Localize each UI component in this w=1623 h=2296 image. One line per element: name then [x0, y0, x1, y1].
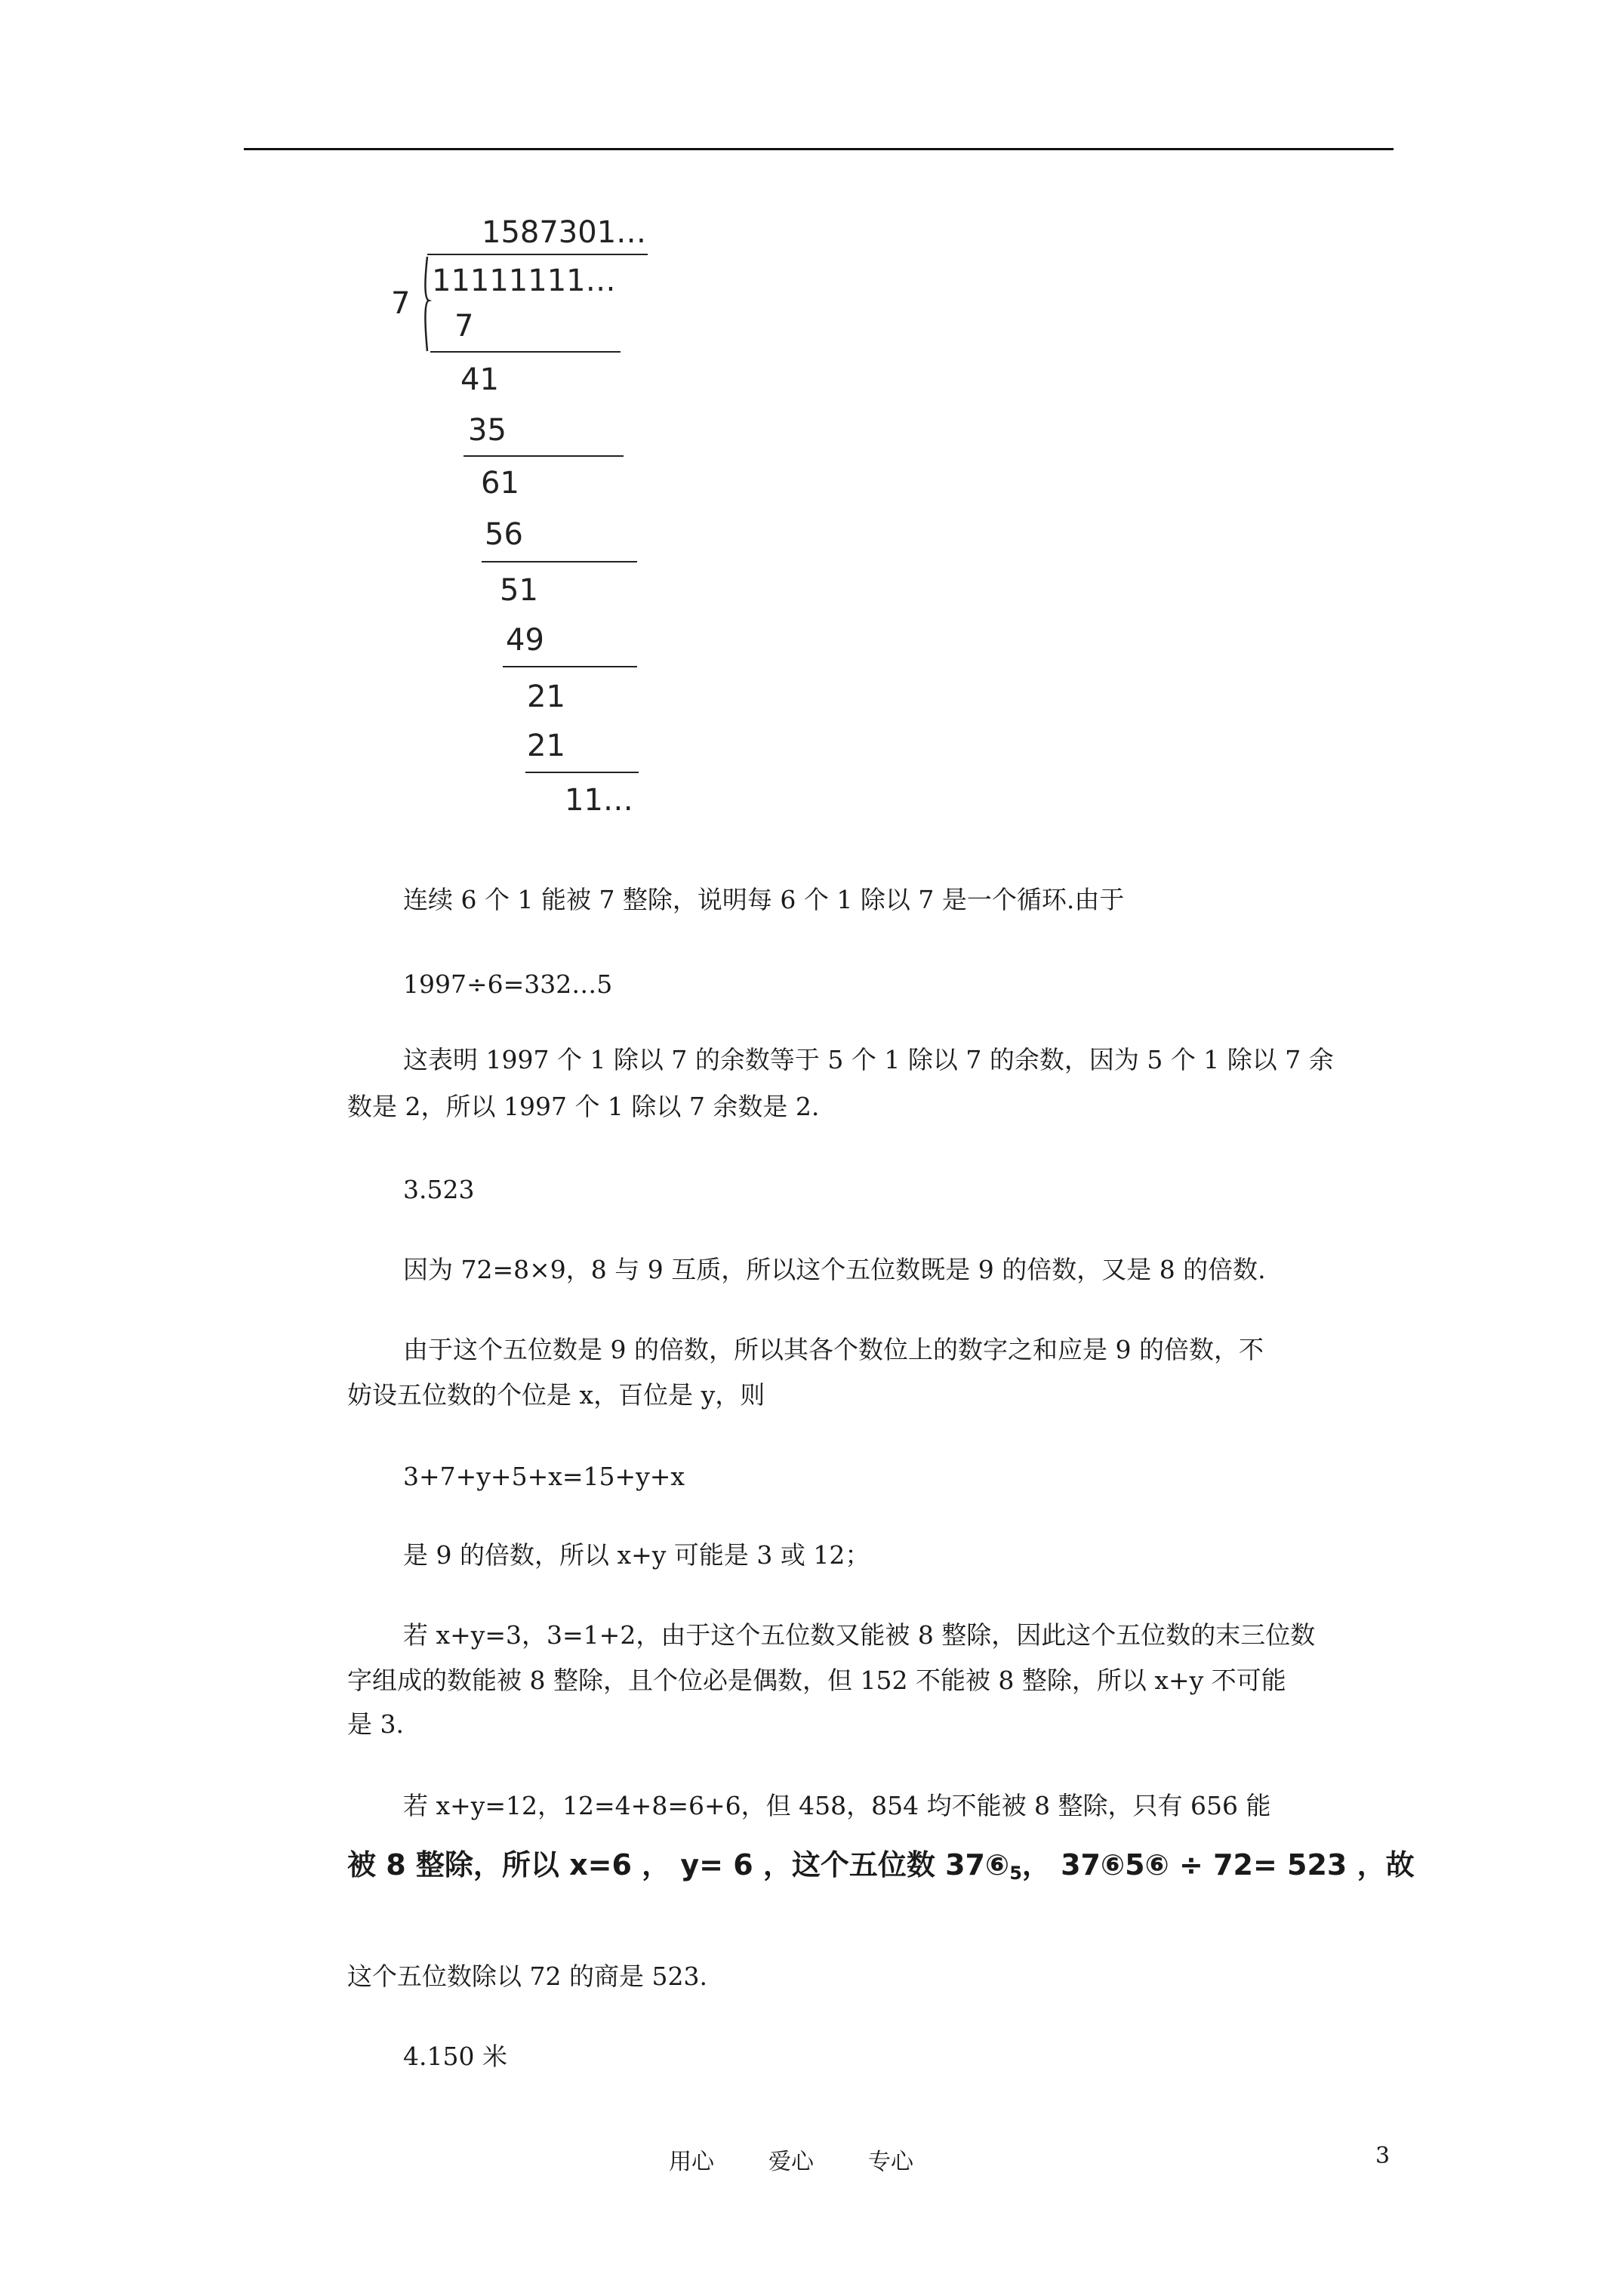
paragraph-8: 是 9 的倍数，所以 x+y 可能是 3 或 12；: [403, 1540, 870, 1570]
paragraph-10: 若 x+y=12，12=4+8=6+6，但 458，854 均不能被 8 整除，只有 656 能: [403, 1791, 1271, 1820]
division-step: 51: [500, 573, 538, 608]
paragraph-1: 连续 6 个 1 能被 7 整除，说明每 6 个 1 除以 7 是一个循环.由于: [403, 885, 1125, 914]
footer-motto-1: 用心: [669, 2149, 714, 2175]
paragraph-3-line-1: 这表明 1997 个 1 除以 7 的余数等于 5 个 1 除以 7 的余数，因为 5 个 1 除以 7 余: [403, 1045, 1334, 1074]
division-step: 21: [527, 729, 565, 763]
formula-1997-div-6: 1997÷6=332…5: [403, 969, 613, 999]
paragraph-9-line-2: 字组成的数能被 8 整除，且个位必是偶数，但 152 不能被 8 整除，所以 x+y 不可能: [347, 1666, 1286, 1695]
paragraph-11-image-line: [347, 1850, 1415, 1888]
footer-motto-2: 爱心: [768, 2149, 814, 2175]
division-line: [525, 772, 639, 773]
division-step: 11…: [565, 783, 633, 818]
division-line: [482, 561, 637, 562]
division-line: [463, 455, 624, 457]
division-step: 7: [454, 309, 474, 344]
division-step: 41: [460, 362, 499, 397]
division-quotient: 1587301…: [482, 215, 647, 250]
answer-3-label: 3.523: [403, 1175, 475, 1204]
paragraph-3-line-2: 数是 2，所以 1997 个 1 除以 7 余数是 2.: [347, 1092, 820, 1121]
answer-4-label: 4.150 米: [403, 2042, 507, 2071]
paragraph-11-subscript: 5: [1009, 1863, 1022, 1884]
footer-motto-3: 专心: [868, 2149, 913, 2175]
paragraph-6-line-1: 由于这个五位数是 9 的倍数，所以其各个数位上的数字之和应是 9 的倍数，不: [403, 1335, 1264, 1364]
division-step: 56: [485, 517, 523, 552]
division-step: 21: [527, 680, 565, 714]
formula-digit-sum: 3+7+y+5+x=15+y+x: [403, 1462, 685, 1491]
paragraph-5: 因为 72=8×9，8 与 9 互质，所以这个五位数既是 9 的倍数，又是 8 的倍数.: [403, 1255, 1266, 1284]
division-bracket: [425, 257, 429, 351]
header-rule: [244, 148, 1394, 150]
paragraph-11-part-2: ， 37⑥5⑥ ÷ 72= 523 ，故: [1021, 1848, 1415, 1881]
division-line: [503, 666, 637, 667]
division-line: [430, 351, 621, 353]
page-number: 3: [1375, 2143, 1390, 2169]
long-division-figure: [393, 204, 679, 823]
division-step: 61: [481, 466, 519, 501]
page-footer: [0, 2143, 1623, 2173]
paragraph-9-line-3: 是 3.: [347, 1709, 404, 1739]
division-vinculum: [427, 254, 648, 255]
division-step: 35: [468, 413, 507, 448]
paragraph-6-line-2: 妨设五位数的个位是 x，百位是 y，则: [347, 1380, 765, 1410]
division-divisor: 7: [391, 286, 411, 321]
division-dividend: 11111111…: [432, 264, 616, 298]
paragraph-11-part-1: 被 8 整除，所以 x=6 ， y= 6 ，这个五位数 37⑥: [347, 1848, 1010, 1881]
division-step: 49: [506, 623, 544, 658]
paragraph-9-line-1: 若 x+y=3，3=1+2，由于这个五位数又能被 8 整除，因此这个五位数的末三位数: [403, 1620, 1316, 1650]
paragraph-12: 这个五位数除以 72 的商是 523.: [347, 1962, 707, 1991]
